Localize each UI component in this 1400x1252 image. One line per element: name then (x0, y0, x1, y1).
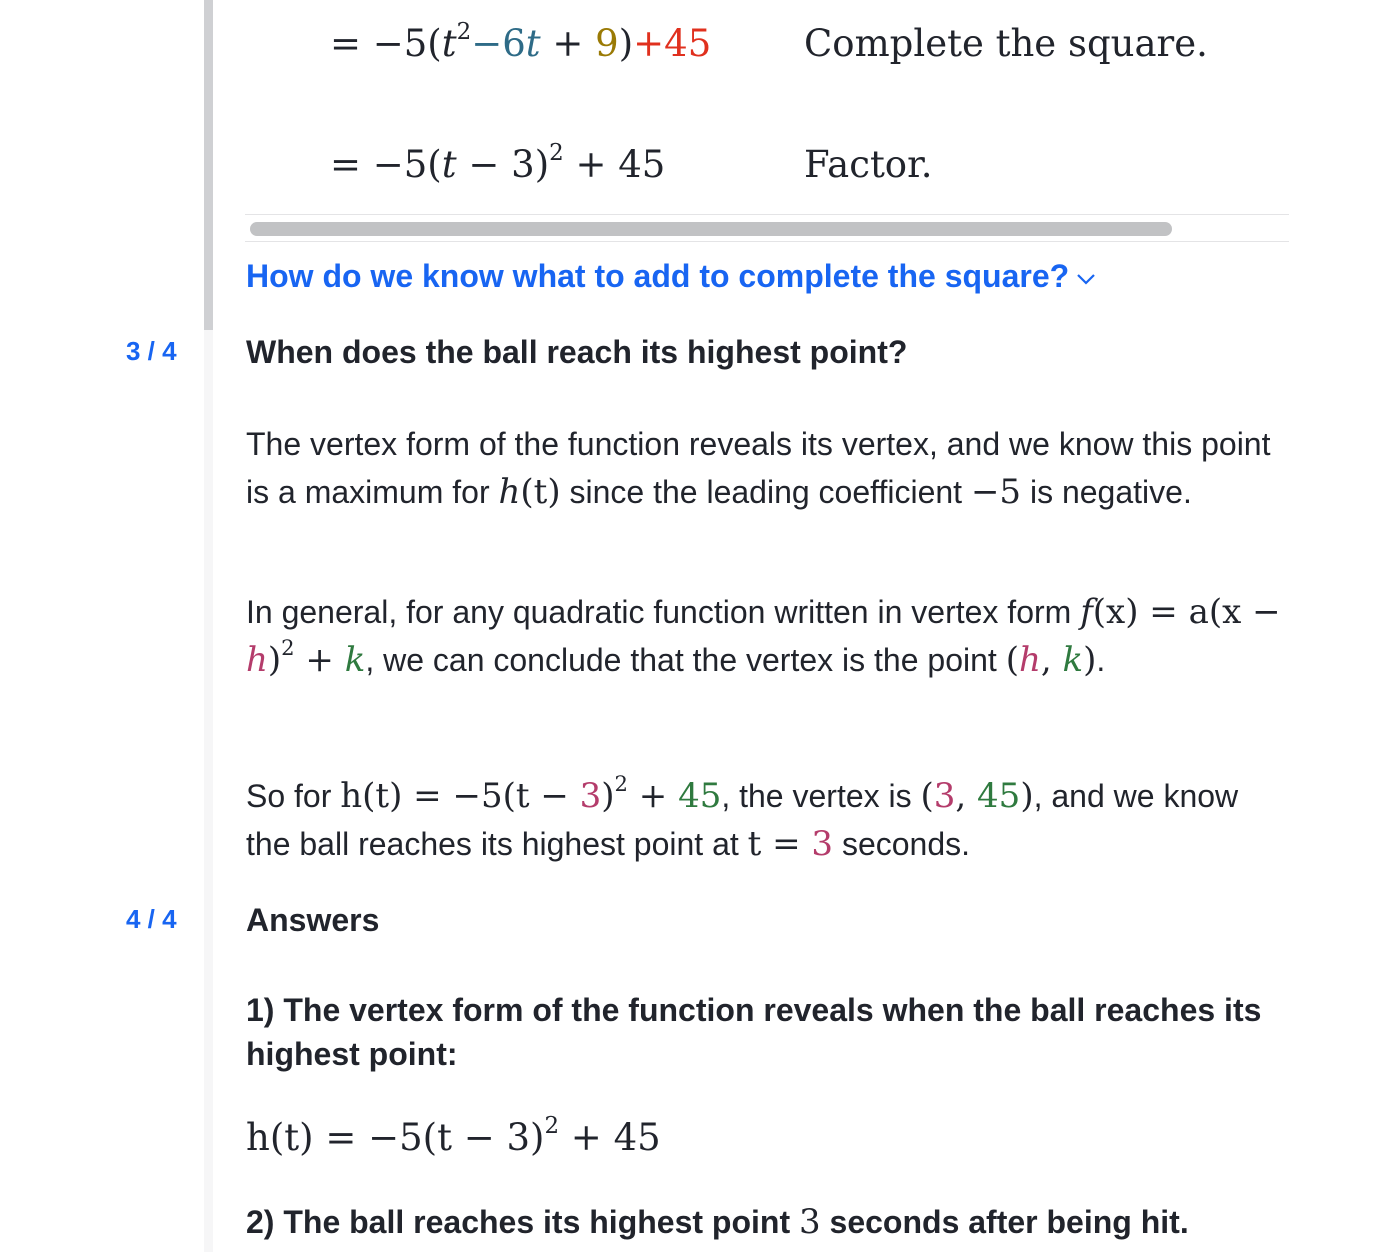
answer-equation (246, 1112, 661, 1159)
paragraph-text: . (1096, 642, 1106, 678)
paragraph-text: seconds. (833, 826, 971, 862)
math-text: + (294, 640, 345, 680)
math-text: ) (1083, 640, 1097, 680)
answer-equation-exponent: 2 (544, 1112, 560, 1139)
derivation-row-complete-square (330, 18, 712, 65)
explanation-paragraph-1 (246, 420, 1286, 516)
math-var-k: k (344, 640, 366, 680)
math-text: h(t) = −5(t − (340, 776, 580, 816)
answer-equation-text: + 45 (559, 1116, 661, 1159)
math-text: , (1040, 640, 1063, 680)
complete-square-hint-link[interactable] (246, 258, 1097, 295)
derivation-text: + (540, 22, 596, 65)
inline-math-function (340, 771, 722, 816)
math-text: (t) (520, 472, 561, 512)
answer-number: 3 (799, 1202, 821, 1242)
math-var: h (498, 472, 521, 512)
math-text: , (955, 776, 978, 816)
derivation-teal-term (471, 22, 540, 65)
answer-equation-text: h(t) = −5(t − 3) (246, 1116, 545, 1159)
inline-math-vertex-point (1006, 640, 1097, 680)
answer-text: 2) The ball reaches its highest point (246, 1204, 799, 1240)
math-exponent: 2 (614, 771, 628, 797)
explanation-paragraph-2 (246, 588, 1286, 684)
paragraph-text: , we can conclude that the vertex is the point (365, 642, 1006, 678)
math-text: (x) = a(x − (1092, 592, 1281, 632)
derivation-gold-term: 9 (595, 22, 619, 65)
derivation-var: t (441, 143, 457, 186)
inline-math-vertex (921, 776, 1034, 816)
chevron-down-icon (1075, 268, 1097, 290)
math-value-k: 45 (977, 776, 1021, 816)
derivation-teal-var: t (525, 22, 541, 65)
paragraph-text: In general, for any quadratic function written in vertex form (246, 594, 1081, 630)
explanation-paragraph-3 (246, 772, 1286, 868)
paragraph-text: since the leading coefficient (560, 474, 971, 510)
math-value-h: 3 (811, 824, 834, 864)
derivation-exponent: 2 (456, 18, 472, 45)
math-exponent: 2 (281, 635, 295, 661)
derivation-note-factor: Factor. (804, 143, 933, 186)
math-var-k: k (1062, 640, 1084, 680)
derivation-row-factor (330, 139, 666, 186)
step-counter-3: 3 / 4 (126, 336, 177, 366)
answer-2 (246, 1198, 1286, 1246)
math-var-h: h (1018, 640, 1041, 680)
scrollbar-thumb[interactable] (250, 222, 1172, 236)
step-4-title: Answers (246, 902, 380, 938)
inline-math-h-of-t (498, 472, 560, 512)
derivation-var: t (441, 22, 457, 65)
math-value-h: 3 (579, 776, 602, 816)
derivation-text: − 3) (456, 143, 550, 186)
math-text: + (627, 776, 679, 816)
hint-link-label: How do we know what to add to complete the square? (246, 258, 1070, 294)
math-text: ( (1005, 640, 1019, 680)
math-value-k: 45 (678, 776, 722, 816)
derivation-text: = −5( (330, 143, 442, 186)
math-text: ) (1020, 776, 1034, 816)
answer-text: seconds after being hit. (820, 1204, 1189, 1240)
derivation-teal-coef: −6 (471, 22, 526, 65)
derivation-red-term: +45 (633, 22, 712, 65)
math-var-h: h (246, 640, 268, 680)
math-text: ) (601, 776, 615, 816)
math-var: f (1080, 592, 1093, 632)
math-value-h: 3 (933, 776, 956, 816)
paragraph-text: , and we know the ball reaches its highest point at (246, 778, 1239, 862)
derivation-exponent: 2 (549, 139, 564, 166)
math-text: ) (267, 640, 282, 680)
answer-1: 1) The vertex form of the function reveals when the ball reaches its highest point: (246, 992, 1262, 1072)
math-text: t = (747, 824, 812, 864)
derivation-text: + 45 (563, 143, 666, 186)
math-text: ( (920, 776, 934, 816)
paragraph-text: is negative. (1021, 474, 1192, 510)
paragraph-text: So for (246, 778, 341, 814)
inline-math-coefficient: −5 (970, 472, 1022, 512)
inline-math-t-value (748, 824, 833, 864)
paragraph-text: The vertex form of the function reveals its vertex, and we know this point is a maximum for (246, 426, 1271, 510)
derivation-note-complete-square: Complete the square. (804, 22, 1208, 65)
derivation-text: ) (618, 22, 634, 65)
paragraph-text: , the vertex is (721, 778, 921, 814)
step-3-title: When does the ball reach its highest point? (246, 334, 908, 370)
horizontal-scrollbar[interactable] (245, 214, 1289, 242)
derivation-text: = −5( (330, 22, 442, 65)
step-counter-4: 4 / 4 (126, 904, 177, 934)
step-progress-rail-active (204, 0, 213, 330)
